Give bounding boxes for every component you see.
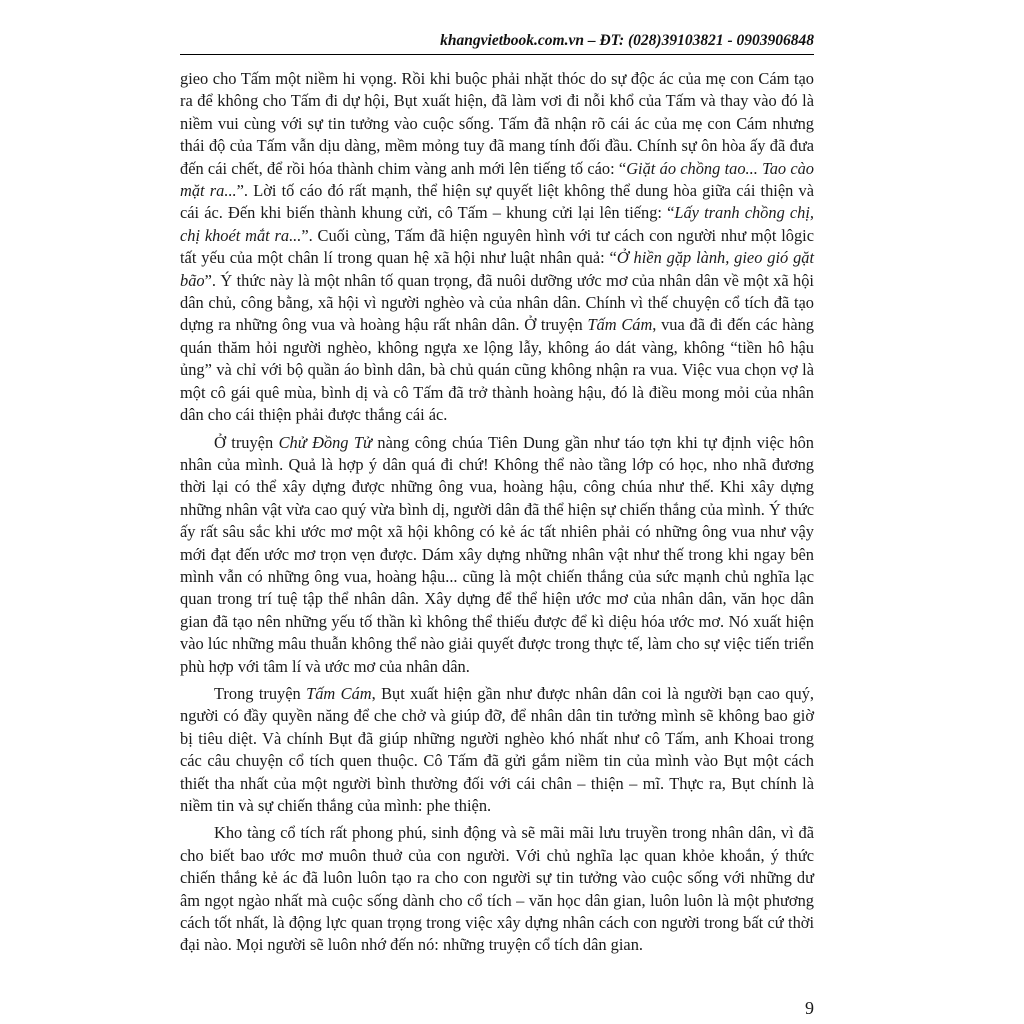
text-segment: Trong truyện — [214, 683, 307, 703]
italic-text: Ở hiền gặp lành, gieo gió gặt bão — [180, 248, 815, 290]
text-segment: ”. Cuối cùng, Tấm đã hiện nguyên hình với tư cách con người như một lôgic tất yếu của một chân lí trong quan hệ xã hội như luật nhân quả: “ — [180, 225, 814, 268]
paragraph-1 — [180, 68, 814, 427]
italic-text: Tấm Cám — [587, 315, 653, 335]
italic-text: Tấm Cám — [306, 683, 372, 703]
paragraph-2 — [180, 432, 814, 678]
text-segment: ”. Lời tố cáo đó rất mạnh, thể hiện sự quyết liệt không thể dung hòa giữa cái thiện và cái ác. Đến khi biến thành khung cửi, cô Tấm – khung cửi lại lên tiếng: “ — [180, 181, 814, 223]
header-text: khangvietbook.com.vn – ĐT: (028)39103821 - 0903906848 — [440, 32, 814, 49]
paragraph-4 — [180, 822, 814, 956]
italic-text: Lấy tranh chồng chị, chị khoét mắt ra... — [180, 203, 815, 245]
page-header — [180, 30, 814, 55]
text-segment: , Bụt xuất hiện gần như được nhân dân coi là người bạn cao quý, người có đầy quyền năng để che chở và giúp đỡ, để nhân dân tin tưởng mình sẽ không bao giờ bị tiêu diệt. Và chính Bụt đã giúp những người nghèo khó nhất như cô Tấm, anh Khoai trong các câu chuyện cổ tích quen thuộc. Cô Tấm đã gửi gắm niềm tin của mình vào Bụt một cách thiết tha nhất của một người bình thường đối với cái chân – thiện – mĩ. Thực ra, Bụt chính là niềm tin và sự chiến thắng của mình: phe thiện. — [180, 683, 814, 815]
text-segment: ”. Ý thức này là một nhân tố quan trọng, đã nuôi dưỡng ước mơ của nhân dân về một xã hội dân chủ, công bằng, xã hội vì người nghèo và của nhân dân. Chính vì thế chuyện cổ tích đã tạo dựng ra những ông vua và hoàng hậu rất nhân dân. Ở truyện — [180, 270, 814, 335]
text-segment: , vua đã đi đến các hàng quán thăm hỏi người nghèo, không ngựa xe lộng lẫy, không áo dát vàng, không “tiền hô hậu ủng” và chỉ với bộ quần áo bình dân, bà chủ quán cũng không nhận ra vua. Việc vua chọn vợ là một cô gái quê mùa, bình dị và cô Tấm đã trở thành hoàng hậu, đó là điều mong mỏi của nhân dân cho cái thiện phải được thắng cái ác. — [180, 315, 814, 425]
body-text — [180, 68, 814, 962]
text-segment: Ở truyện — [214, 432, 279, 452]
page-number: 9 — [805, 998, 814, 1018]
text-segment: Kho tàng cổ tích rất phong phú, sinh động và sẽ mãi mãi lưu truyền trong nhân dân, vì đã cho biết bao ước mơ muôn thuở của con người. Với chủ nghĩa lạc quan khỏe khoắn, ý thức chiến thắng kẻ ác đã luôn luôn tạo ra cho con người sự tin tưởng vào cuộc sống với những dư âm ngọt ngào nhất mà cuộc sống dành cho cổ tích – văn học dân gian, luôn luôn là một phương cách tốt nhất, là động lực quan trọng trong việc xây dựng nhân cách con người trong bất cứ thời đại nào. Mọi người sẽ luôn nhớ đến nó: những truyện cổ tích dân gian. — [180, 823, 814, 955]
paragraph-3 — [180, 683, 814, 817]
italic-text: Giặt áo chồng tao... Tao cào mặt ra... — [180, 158, 815, 201]
italic-text: Chử Đồng Tử — [278, 432, 372, 452]
text-segment: nàng công chúa Tiên Dung gần như táo tợn khi tự định việc hôn nhân của mình. Quả là hợp ý dân quá đi chứ! Không thể nào tầng lớp có học, nho nhã đương thời lại có thể xây dựng được những ông vua, hoàng hậu, công chúa như thế. Khi xây dựng những nhân vật vừa cao quý vừa bình dị, người dân đã thể hiện sự chiến thắng của mình. Ý thức ấy rất sâu sắc khi ước mơ một xã hội không có kẻ ác tất nhiên phải có những ông vua như vậy mới đạt đến ước mơ trọn vẹn được. Dám xây dựng những nhân vật như thế trong khi ngay bên mình vẫn có những ông vua, hoàng hậu... cũng là một chiến thắng của sức mạnh chủ nghĩa lạc quan trong trí tuệ tập thể nhân dân. Xây dựng để thể hiện ước mơ của nhân dân, văn học dân gian đã tạo nên những yếu tố thần kì không thể thiếu được để kì diệu hóa ước mơ. Nó xuất hiện vào lúc những mâu thuẫn không thể nào giải quyết được trong thực tế, làm cho sự việc tiến triển phù hợp với tâm lí và ước mơ của nhân dân. — [180, 432, 815, 676]
text-segment: gieo cho Tấm một niềm hi vọng. Rồi khi buộc phải nhặt thóc do sự độc ác của mẹ con Cám tạo ra để không cho Tấm đi dự hội, Bụt xuất hiện, đã làm vơi đi nỗi khổ của Tấm và thay vào đó là niềm vui cùng với sự tin tưởng vào cuộc sống. Tấm đã nhận rõ cái ác của mẹ con Cám nhưng thái độ của Tấm vẫn dịu dàng, mềm mỏng tuy đã mang tính đối đầu. Chính sự ôn hòa ấy đã đưa đến cái chết, để rồi hóa thành chim vàng anh mới lên tiếng tố cáo: “ — [180, 69, 814, 178]
